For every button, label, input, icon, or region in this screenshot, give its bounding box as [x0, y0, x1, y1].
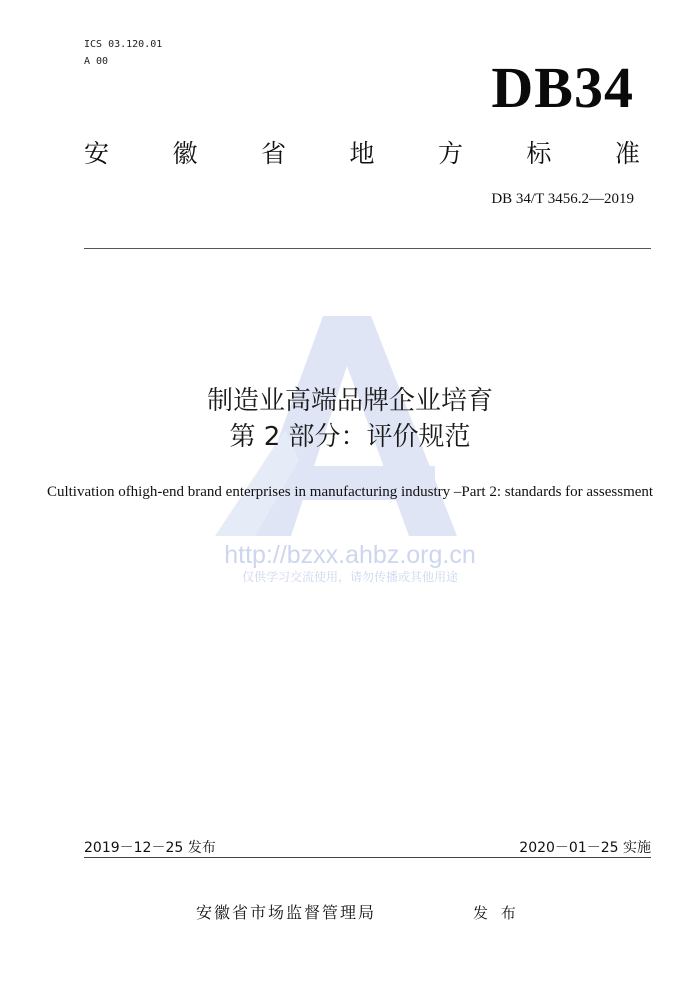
classification-block — [84, 36, 162, 70]
ics-code: ICS 03.120.01 — [84, 39, 163, 50]
standard-type-char: 省 — [260, 139, 286, 168]
english-title: Cultivation ofhigh-end brand enterprises in manufacturing industry –Part 2: standards for assessment — [46, 484, 654, 500]
db-logo: DB34 — [491, 55, 634, 120]
standard-type-char: 徽 — [172, 139, 198, 168]
standard-number: DB 34/T 3456.2—2019 — [491, 191, 634, 207]
watermark-note: 仅供学习交流使用，请勿传播或其他用途 — [241, 570, 458, 584]
watermark-url: http://bzxx.ahbz.org.cn — [224, 541, 476, 569]
ccs-code: A 00 — [84, 56, 109, 67]
top-divider — [84, 248, 651, 249]
standard-type-char: 方 — [437, 139, 463, 168]
issuing-authority: 安徽省市场监督管理局 — [196, 903, 377, 922]
standard-type-char: 准 — [614, 139, 640, 168]
standard-type-char: 地 — [349, 139, 375, 168]
chinese-title-line-1: 制造业高端品牌企业培育 — [206, 386, 493, 416]
chinese-title-line-2: 第 2 部分：评价规范 — [229, 422, 471, 452]
standard-type-char: 安 — [84, 139, 110, 168]
publish-date: 2019－12－25 发布 — [84, 840, 216, 856]
bottom-divider — [84, 857, 651, 858]
standard-type-title — [84, 138, 640, 170]
issue-label: 发 布 — [473, 904, 516, 922]
standard-type-char: 标 — [526, 139, 552, 168]
chinese-title — [0, 383, 700, 455]
effective-date: 2020－01－25 实施 — [519, 840, 651, 856]
